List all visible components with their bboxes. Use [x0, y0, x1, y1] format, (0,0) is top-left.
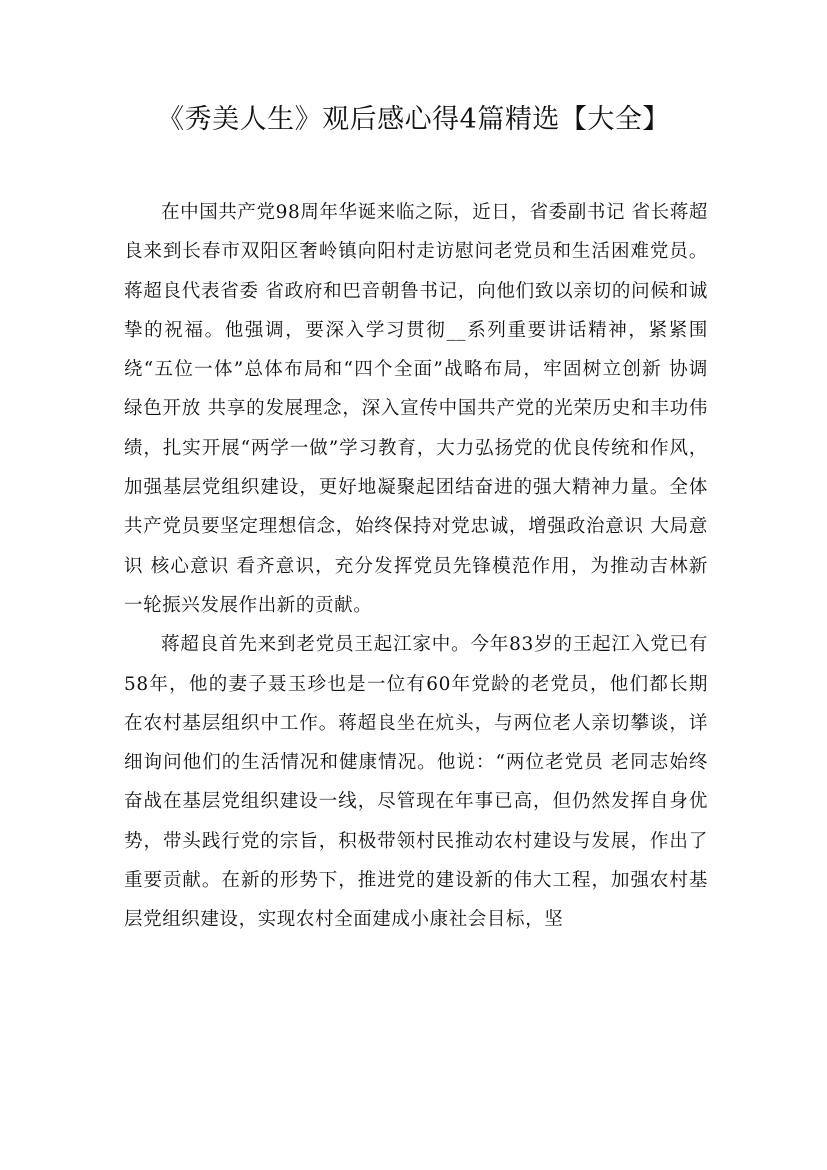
paragraph-1: 在中国共产党98周年华诞来临之际，近日，省委副书记 省长蒋超良来到长春市双阳区奢岭镇向阳村走访慰问老党员和生活困难党员。蒋超良代表省委 省政府和巴音朝鲁书记，向他们致以亲切的问候和诚挚的祝福。他强调，要深入学习贯彻__系列重要讲话精神，紧紧围绕“五位一体”总体布局和“四个全面”战略布局，牢固树立创新 协调 绿色开放 共享的发展理念，深入宣传中国共产党的光荣历史和丰功伟绩，扎实开展“两学一做”学习教育，大力弘扬党的优良传统和作风，加强基层党组织建设，更好地凝聚起团结奋进的强大精神力量。全体共产党员要坚定理想信念，始终保持对党忠诚，增强政治意识 大局意识 核心意识 看齐意识，充分发挥党员先锋模范作用，为推动吉林新一轮振兴发展作出新的贡献。	[124, 202, 708, 616]
paragraph-2: 蒋超良首先来到老党员王起江家中。今年83岁的王起江入党已有58年，他的妻子聂玉珍也是一位有60年党龄的老党员，他们都长期在农村基层组织中工作。蒋超良坐在炕头，与两位老人亲切攀谈，详细询问他们的生活情况和健康情况。他说：“两位老党员 老同志始终奋战在基层党组织建设一线，尽管现在年事已高，但仍然发挥自身优势，带头践行党的宗旨，积极带领村民推动农村建设与发展，作出了重要贡献。在新的形势下，推进党的建设新的伟大工程，加强农村基层党组织建设，实现农村全面建成小康社会目标，坚	[124, 634, 708, 931]
document-body	[124, 193, 708, 940]
document-title: 《秀美人生》观后感心得4篇精选【大全】	[157, 104, 670, 135]
